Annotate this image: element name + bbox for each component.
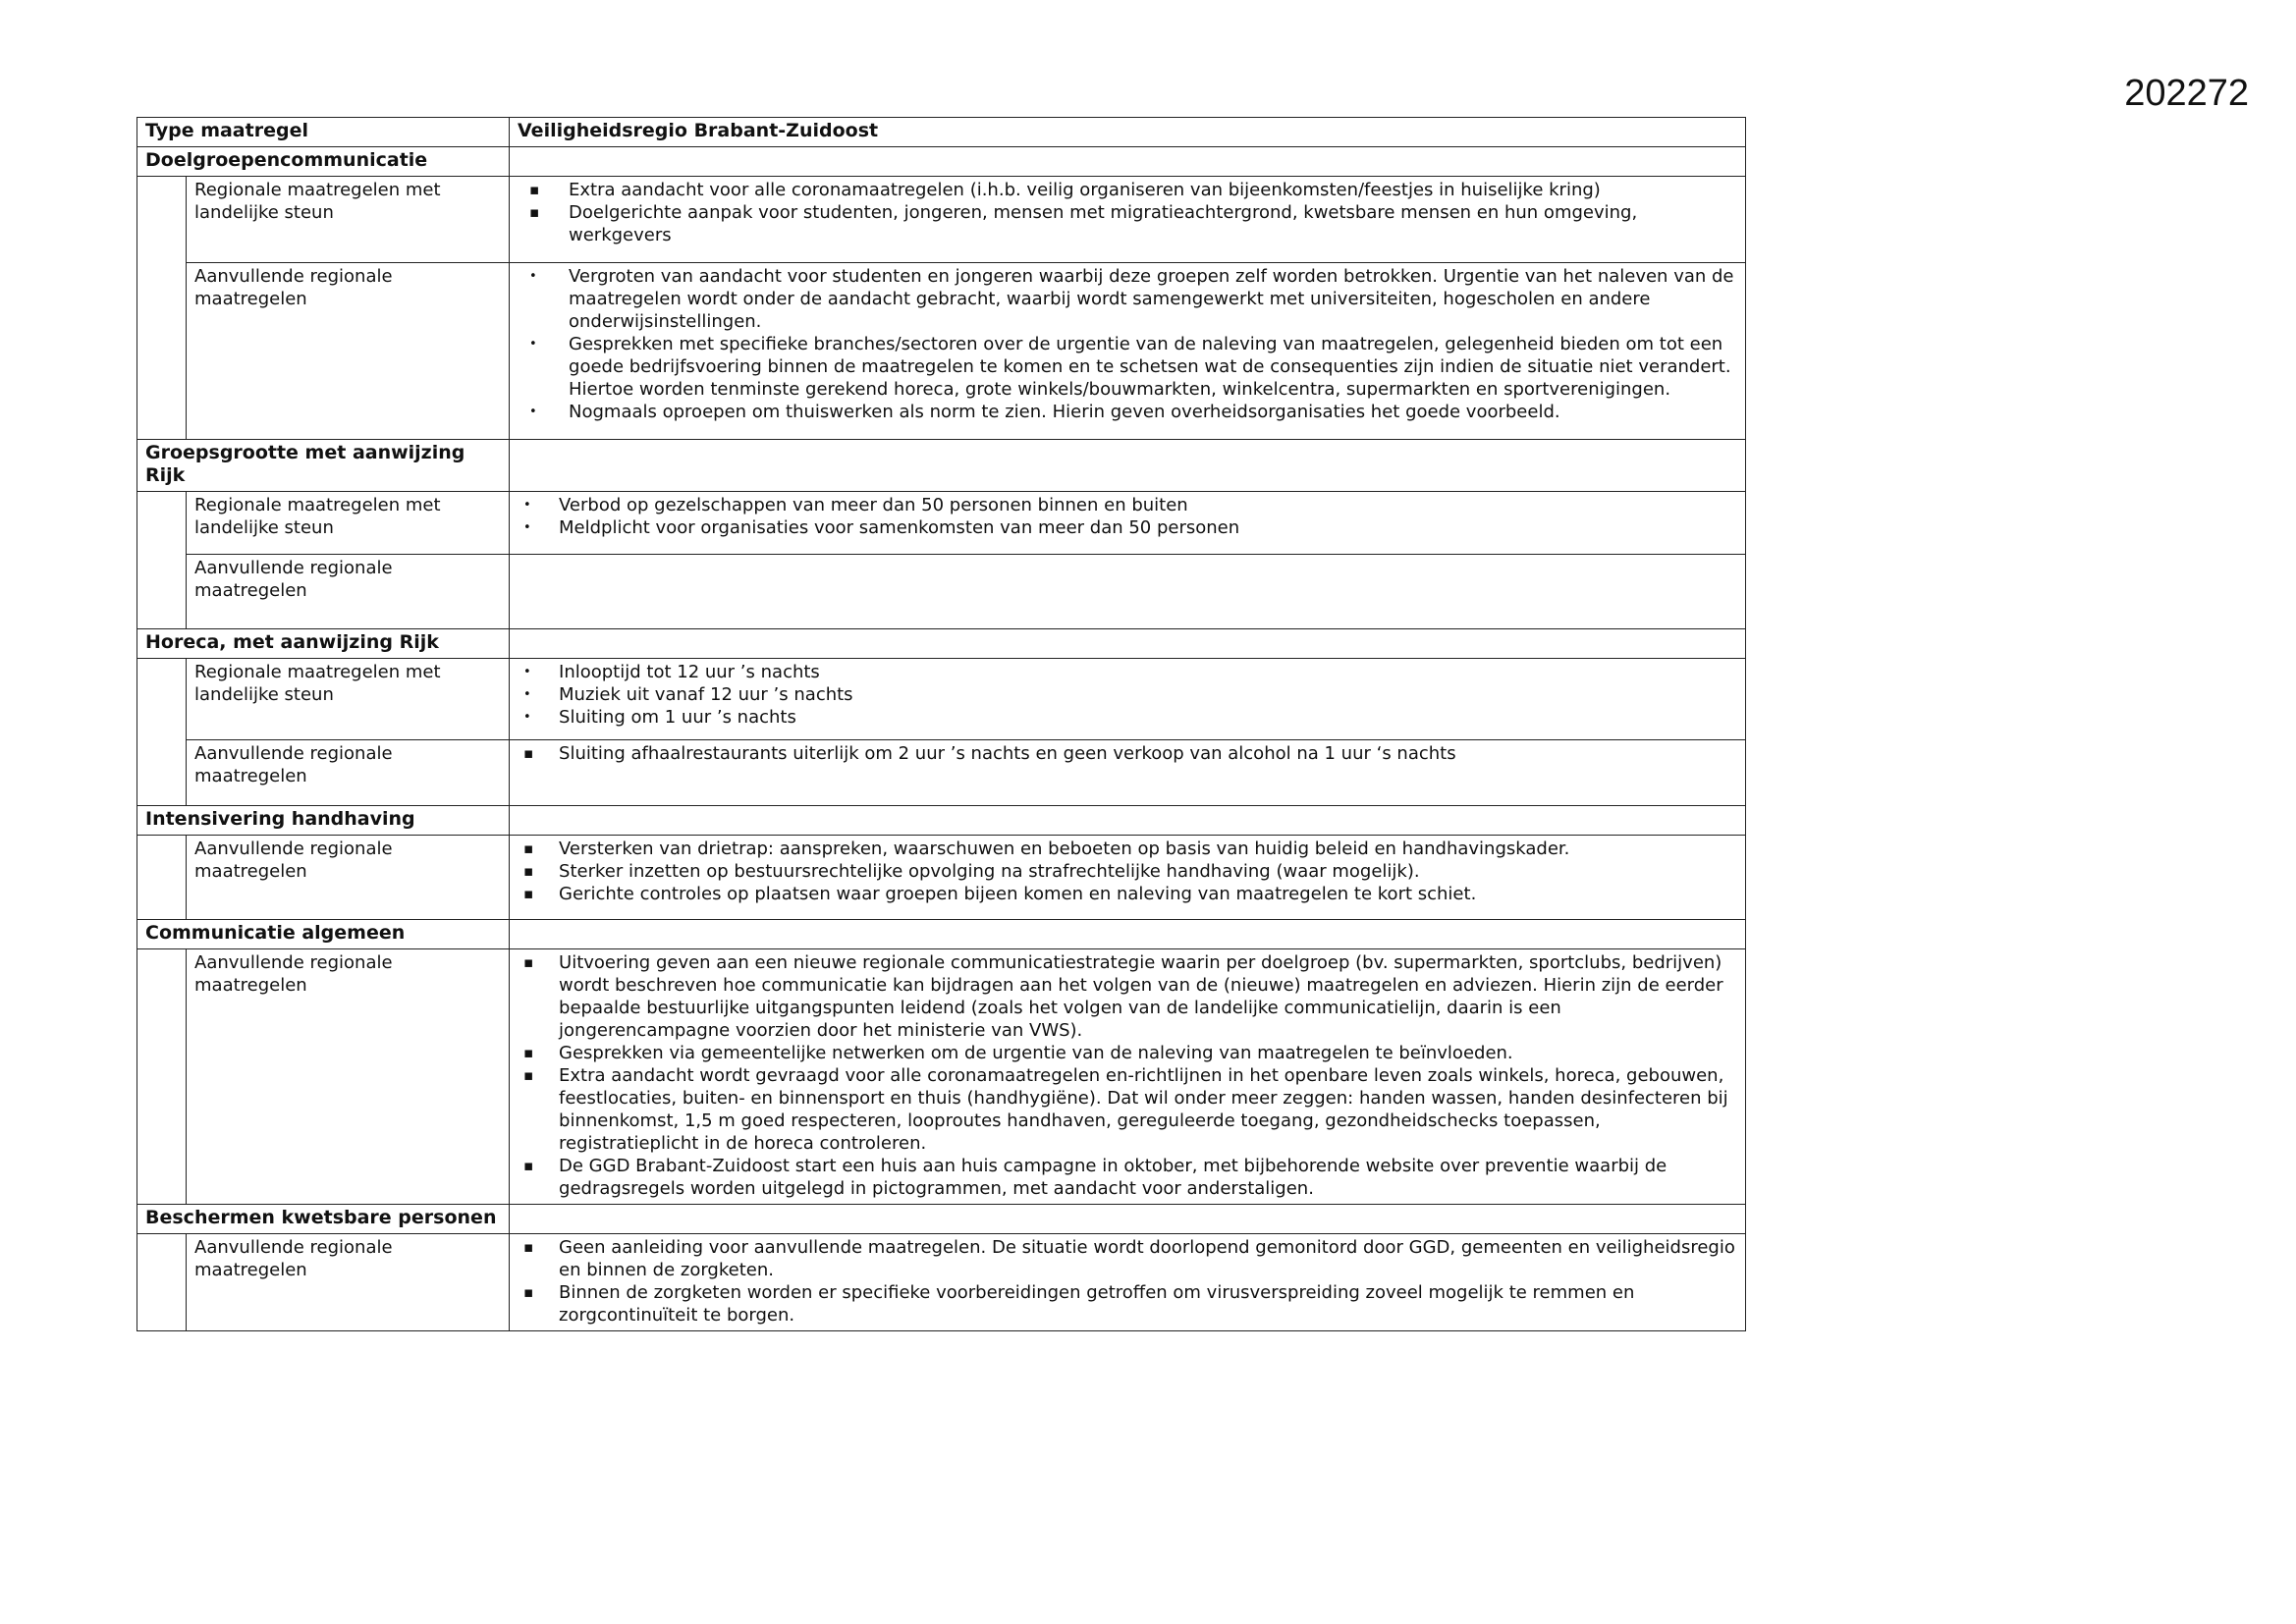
row-label: Regionale maatregelen met landelijke steun [187,492,510,555]
indent-cell [137,949,187,1205]
row-label: Regionale maatregelen met landelijke steun [187,177,510,263]
table-row [137,492,1746,555]
list-item: ▪ Versterken van drietrap: aanspreken, waarschuwen en beboeten op basis van huidig beleid en handhavingskader. [559,838,1737,860]
section-title: Communicatie algemeen [137,920,510,949]
section-title: Horeca, met aanwijzing Rijk [137,629,510,659]
list-item: ▪ Uitvoering geven aan een nieuwe regionale communicatiestrategie waarin per doelgroep (bv. supermarkten, sportclubs, bedrijven) wordt beschreven hoe communicatie kan bijdragen aan het volgen van de (nieuwe) maatregelen en adviezen. Hierin zijn de eerder bepaalde bestuurlijke uitgangspunten leidend (zoals het volgen van de landelijke communicatielijn, daarin is een jongerencampagne voorzien door het ministerie van VWS). [559,951,1737,1042]
row-content [510,492,1746,555]
row-content [510,1234,1746,1331]
list-item: ▪ Geen aanleiding voor aanvullende maatregelen. De situatie wordt doorlopend gemonitord door GGD, gemeenten en veiligheidsregio en binnen de zorgketen. [559,1236,1737,1281]
row-label: Aanvullende regionale maatregelen [187,740,510,806]
list-item: ▪ Gerichte controles op plaatsen waar groepen bijeen komen en naleving van maatregelen te kort schiet. [559,883,1737,905]
table-row [137,555,1746,629]
section-empty-cell [510,920,1746,949]
section-empty-cell [510,629,1746,659]
row-content [510,836,1746,920]
indent-cell [137,836,187,920]
table-row [137,836,1746,920]
section-title: Groepsgrootte met aanwijzing Rijk [137,440,510,492]
indent-cell [137,659,187,806]
section-empty-cell [510,806,1746,836]
table-row [137,740,1746,806]
header-type: Type maatregel [137,118,510,147]
section-row [137,629,1746,659]
table-row [137,177,1746,263]
indent-cell [137,177,187,440]
section-empty-cell [510,440,1746,492]
list-item: ▪ Extra aandacht voor alle coronamaatregelen (i.h.b. veilig organiseren van bijeenkomsten/feestjes in huiselijke kring) [569,179,1737,201]
section-row [137,806,1746,836]
row-content-empty [510,555,1746,629]
list-item: • Meldplicht voor organisaties voor samenkomsten van meer dan 50 personen [559,516,1737,539]
row-label: Aanvullende regionale maatregelen [187,1234,510,1331]
row-content [510,177,1746,263]
row-label: Aanvullende regionale maatregelen [187,555,510,629]
list-item: • Muziek uit vanaf 12 uur ’s nachts [559,683,1737,706]
section-row [137,920,1746,949]
list-item: • Verbod op gezelschappen van meer dan 50 personen binnen en buiten [559,494,1737,516]
indent-cell [137,492,187,629]
row-label: Aanvullende regionale maatregelen [187,836,510,920]
list-item: ▪ Doelgerichte aanpak voor studenten, jongeren, mensen met migratieachtergrond, kwetsbare mensen en hun omgeving, werkgevers [569,201,1737,246]
table-row [137,263,1746,440]
section-empty-cell [510,1205,1746,1234]
section-row [137,440,1746,492]
section-title: Intensivering handhaving [137,806,510,836]
list-item: • Nogmaals oproepen om thuiswerken als norm te zien. Hierin geven overheidsorganisaties het goede voorbeeld. [569,401,1737,423]
section-title: Beschermen kwetsbare personen [137,1205,510,1234]
list-item: ▪ Extra aandacht wordt gevraagd voor alle coronamaatregelen en-richtlijnen in het openbare leven zoals winkels, horeca, gebouwen, feestlocaties, buiten- en binnensport en thuis (handhygiëne). Dat wil onder meer zeggen: handen wassen, handen desinfecteren bij binnenkomst, 1,5 m goed respecteren, looproutes handhaven, gereguleerde toegang, gezondheidschecks toepassen, registratieplicht in de horeca controleren. [559,1064,1737,1155]
section-row [137,147,1746,177]
section-title: Doelgroepencommunicatie [137,147,510,177]
list-item: ▪ Binnen de zorgketen worden er specifieke voorbereidingen getroffen om virusverspreiding zoveel mogelijk te remmen en zorgcontinuïteit te borgen. [559,1281,1737,1326]
row-content [510,263,1746,440]
table-row [137,659,1746,740]
row-content [510,740,1746,806]
section-row [137,1205,1746,1234]
table-row [137,949,1746,1205]
row-label: Regionale maatregelen met landelijke steun [187,659,510,740]
indent-cell [137,1234,187,1331]
list-item: • Gesprekken met specifieke branches/sectoren over de urgentie van de naleving van maatregelen, gelegenheid bieden om tot een goede bedrijfsvoering binnen de maatregelen te komen en te schetsen wat de consequenties zijn indien de situatie niet verandert. Hiertoe worden tenminste gerekend horeca, grote winkels/bouwmarkten, winkelcentra, supermarkten en sportverenigingen. [569,333,1737,401]
table-row [137,1234,1746,1331]
document-number: 202272 [2124,73,2249,114]
list-item: ▪ Sterker inzetten op bestuursrechtelijke opvolging na strafrechtelijke handhaving (waar mogelijk). [559,860,1737,883]
list-item: ▪ Gesprekken via gemeentelijke netwerken om de urgentie van de naleving van maatregelen te beïnvloeden. [559,1042,1737,1064]
list-item: • Sluiting om 1 uur ’s nachts [559,706,1737,729]
list-item: ▪ De GGD Brabant-Zuidoost start een huis aan huis campagne in oktober, met bijbehorende website over preventie waarbij de gedragsregels worden uitgelegd in pictogrammen, met aandacht voor anderstaligen. [559,1155,1737,1200]
row-label: Aanvullende regionale maatregelen [187,263,510,440]
header-region: Veiligheidsregio Brabant-Zuidoost [510,118,1746,147]
list-item: ▪ Sluiting afhaalrestaurants uiterlijk om 2 uur ’s nachts en geen verkoop van alcohol na 1 uur ‘s nachts [559,742,1737,765]
row-content [510,659,1746,740]
row-content [510,949,1746,1205]
row-label: Aanvullende regionale maatregelen [187,949,510,1205]
list-item: • Inlooptijd tot 12 uur ’s nachts [559,661,1737,683]
section-empty-cell [510,147,1746,177]
table-header-row [137,118,1746,147]
measures-table [137,117,1746,1331]
list-item: • Vergroten van aandacht voor studenten en jongeren waarbij deze groepen zelf worden betrokken. Urgentie van het naleven van de maatregelen wordt onder de aandacht gebracht, waarbij wordt samengewerkt met universiteiten, hogescholen en andere onderwijsinstellingen. [569,265,1737,333]
